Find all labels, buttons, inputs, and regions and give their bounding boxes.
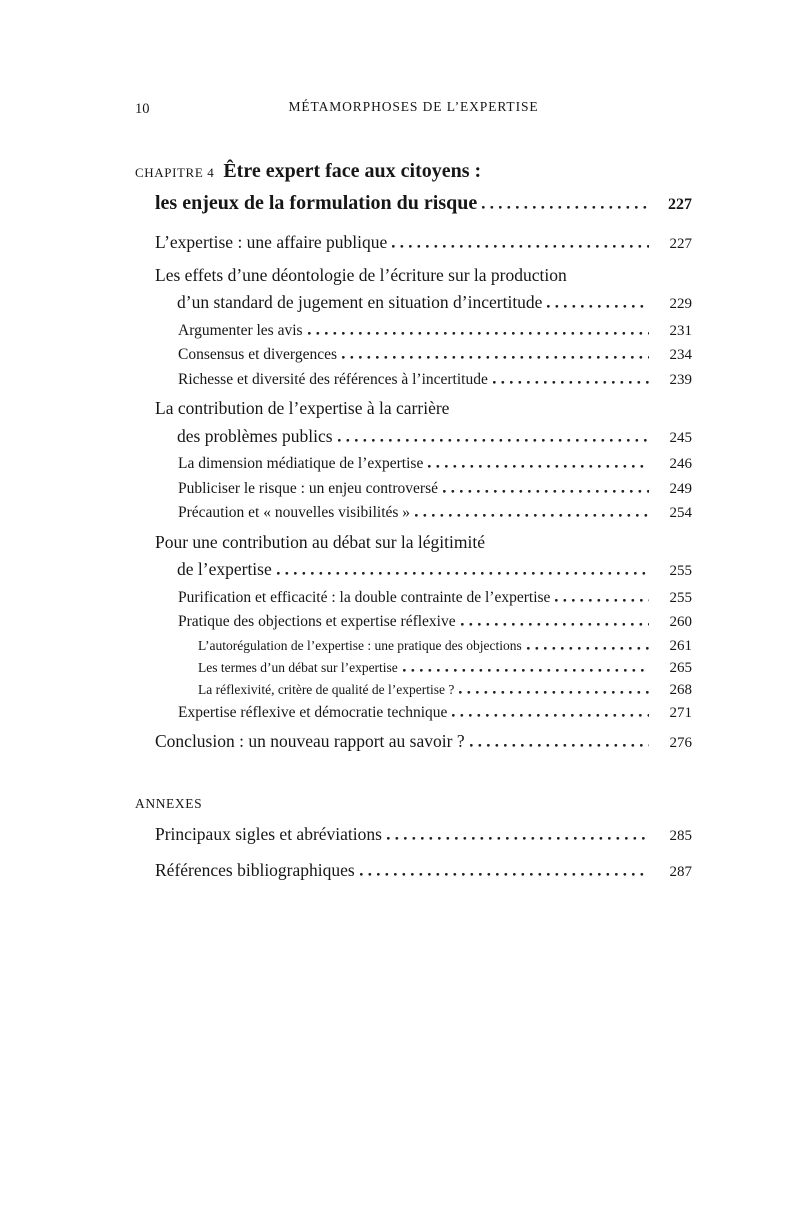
toc-entry [135,586,692,611]
toc-entry [135,343,692,368]
chapter-title-first-line [135,156,692,188]
toc-entry-title: Principaux sigles et abréviations [155,823,382,844]
dot-leader [555,598,649,602]
toc-entry-line [178,477,692,502]
chapter-label: CHAPITRE 4 [135,165,215,180]
toc-entry-line [198,657,692,679]
toc-page-number: 285 [669,827,692,844]
toc-entry [135,679,692,701]
table-of-contents [135,156,692,887]
toc-entry [135,452,692,477]
toc-entry-title: Références bibliographiques [155,859,355,880]
dot-leader [338,438,649,442]
toc-entry [135,820,692,851]
toc-entry [135,395,692,452]
toc-entry [135,501,692,526]
toc-entry-line [178,319,692,344]
toc-entry [135,368,692,393]
dot-leader [387,836,649,840]
toc-entry [135,701,692,726]
toc-page-number: 260 [669,614,692,630]
toc-entry-line [178,586,692,611]
toc-entry-title: Pratique des objections et expertise réflexive [178,613,456,630]
page-number: 10 [135,101,150,117]
toc-entry-line [155,556,692,586]
toc-entry-line [155,529,692,557]
toc-entry-line [155,820,692,851]
toc-entry-title: Argumenter les avis [178,321,303,339]
dot-leader [428,464,649,468]
toc-page-number: 254 [669,505,692,521]
toc-page-number: 239 [669,371,692,388]
toc-page-number: 245 [669,429,692,446]
toc-page-number: 261 [669,637,692,654]
toc-entry-title: Les termes d’un débat sur l’expertise [198,659,398,675]
toc-entry-line [198,635,692,657]
toc-entry-line [178,368,692,393]
toc-entry-line [178,501,692,526]
toc-entry [135,610,692,635]
dot-leader [360,872,649,876]
dot-leader [403,668,649,672]
toc-entry-title: Les effets d’une déontologie de l’écriture sur la production [155,264,567,285]
toc-entry-title: Purification et efficacité : la double contrainte de l’expertise [178,588,551,606]
toc-page-number: 231 [669,322,692,339]
dot-leader [527,646,649,650]
toc-entry-title: Consensus et divergences [178,346,337,363]
toc-page-number: 276 [669,735,692,751]
annexes-entry-list [135,820,692,887]
toc-entry [135,657,692,679]
toc-entry-line [178,610,692,635]
toc-page-number: 255 [669,563,692,579]
toc-entry-line [155,856,692,887]
toc-entry [135,529,692,586]
toc-page-number: 249 [669,480,692,497]
dot-leader [277,571,649,575]
toc-entry [135,477,692,502]
toc-page-number: 227 [668,196,692,213]
toc-entry-line [178,343,692,368]
toc-page-number: 246 [669,456,692,472]
toc-entry [135,262,692,319]
toc-entry-line [155,262,692,290]
toc-entry-title: Précaution et « nouvelles visibilités » [178,504,411,521]
chapter-title-line1: Être expert face aux citoyens : [223,160,482,182]
toc-entry-title: Richesse et diversité des références à l’incertitude [178,370,488,388]
toc-entry [135,635,692,657]
toc-entry-title: de l’expertise [177,559,272,579]
toc-entry-title: Publiciser le risque : un enjeu controversé [178,479,438,497]
toc-entry [135,319,692,344]
page-header [135,99,692,119]
toc-page-number: 287 [669,863,692,880]
toc-entry-title: d’un standard de jugement en situation d’incertitude [177,292,543,312]
toc-entry-line [155,423,692,453]
toc-entry-title: La dimension médiatique de l’expertise [178,455,424,472]
dot-leader [459,690,649,694]
toc-entry-title: des problèmes publics [177,425,333,446]
toc-entry-title: La réflexivité, critère de qualité de l’expertise ? [198,681,455,697]
chapter-title-line2: les enjeux de la formulation du risque [155,192,478,214]
toc-entry [135,856,692,887]
dot-leader [452,713,649,717]
toc-page-number: 265 [669,659,692,676]
chapter-title-last-line [135,188,692,220]
dot-leader [415,513,649,517]
toc-entry-list [135,229,692,758]
toc-entry-title: L’autorégulation de l’expertise : une pratique des objections [198,637,522,653]
dot-leader [443,489,649,493]
dot-leader [461,622,649,626]
toc-entry-title: Expertise réflexive et démocratie technique [178,703,448,721]
toc-entry-line [178,452,692,477]
toc-page-number: 229 [669,296,692,312]
dot-leader [470,743,649,747]
running-head: MÉTAMORPHOSES DE L’EXPERTISE [288,99,539,114]
toc-entry-title: Conclusion : un nouveau rapport au savoir ? [155,731,465,751]
annexes-section [135,796,692,887]
toc-page-number: 234 [669,347,692,363]
toc-entry-line [155,289,692,319]
toc-entry-line [155,728,692,758]
toc-entry-line [198,679,692,701]
toc-entry [135,728,692,758]
toc-entry-line [178,701,692,726]
dot-leader [482,205,649,209]
dot-leader [493,380,649,384]
toc-chapter-entry [135,156,692,220]
dot-leader [308,331,649,335]
dot-leader [547,304,649,308]
dot-leader [342,355,649,359]
dot-leader [392,244,649,248]
toc-entry-title: Pour une contribution au débat sur la légitimité [155,531,485,552]
toc-page-number: 227 [669,236,692,252]
toc-page-number: 255 [669,589,692,606]
toc-entry-title: L’expertise : une affaire publique [155,232,388,252]
toc-entry [135,229,692,259]
toc-page-number: 268 [669,681,692,698]
annexes-label: ANNEXES [135,795,203,811]
toc-entry-line [155,395,692,423]
toc-entry-title: La contribution de l’expertise à la carrière [155,398,450,418]
toc-entry-line [155,229,692,259]
toc-page-number: 271 [669,704,692,721]
